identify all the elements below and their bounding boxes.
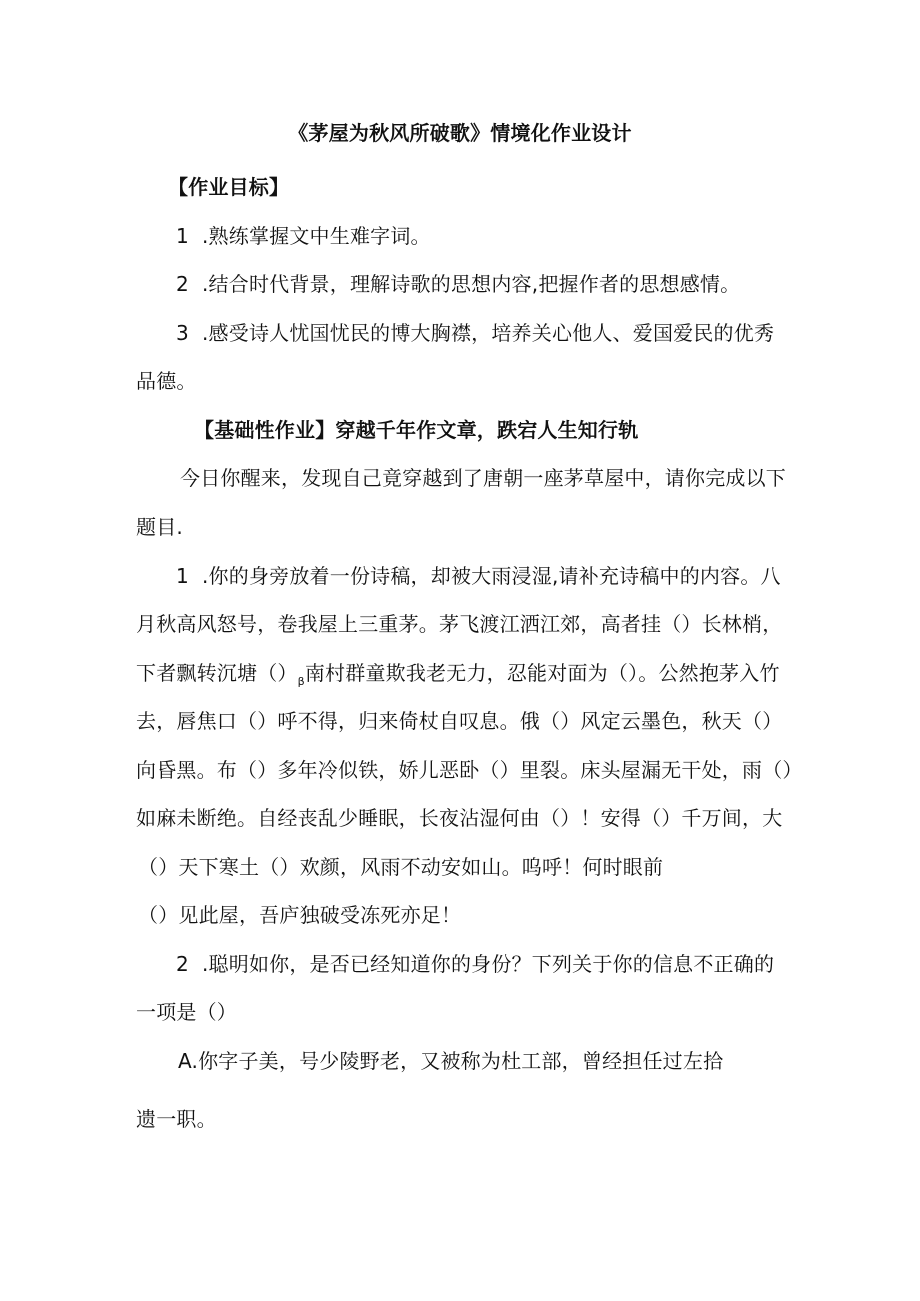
objective-text: .熟练掌握文中生难字词。 bbox=[202, 224, 431, 248]
question-2-line-1 bbox=[176, 949, 836, 979]
objective-number: 1 bbox=[176, 224, 189, 248]
objective-item-1 bbox=[176, 221, 836, 251]
stray-mark: β bbox=[297, 675, 305, 688]
question-1-line-1 bbox=[176, 561, 836, 591]
question-text: .你的身旁放着一份诗稿，却被大雨浸湿,请补充诗稿中的内容。八 bbox=[202, 564, 781, 588]
objective-text: .结合时代背景，理解诗歌的思想内容,把握作者的思想感情。 bbox=[202, 272, 741, 296]
question-number: 2 bbox=[176, 952, 189, 976]
question-2-option-a-line-1: A.你字子美，号少陵野老，又被称为杜工部，曾经担任过左拾 bbox=[178, 1049, 724, 1073]
question-text: 南村群童欺我老无力，忍能对面为（）。公然抱茅入竹 bbox=[304, 661, 780, 685]
objective-item-3 bbox=[176, 318, 836, 348]
question-text: .聪明如你，是否已经知道你的身份？下列关于你的信息不正确的 bbox=[202, 952, 775, 976]
objective-item-2 bbox=[176, 269, 836, 299]
intro-paragraph-line-2: 题目. bbox=[136, 515, 183, 539]
question-2-option-a-line-2: 遗一职。 bbox=[136, 1107, 217, 1131]
question-1-line-8: （）见此屋，吾庐独破受冻死亦足！ bbox=[138, 903, 462, 927]
objective-3-continuation: 品德。 bbox=[136, 369, 197, 393]
intro-paragraph-line-1: 今日你醒来，发现自己竟穿越到了唐朝一座茅草屋中，请你完成以下 bbox=[180, 466, 786, 490]
objectives-heading: 【作业目标】 bbox=[168, 175, 290, 199]
document-title: 《茅屋为秋风所破歌》情境化作业设计 bbox=[288, 121, 632, 145]
objective-text: .感受诗人忧国忧民的博大胸襟，培养关心他人、爱国爱民的优秀 bbox=[202, 321, 775, 345]
question-1-line-2: 月秋高风怒号，卷我屋上三重茅。茅飞渡江洒江郊，高者挂（）长林梢， bbox=[136, 612, 783, 636]
question-1-line-3 bbox=[136, 658, 796, 697]
question-number: 1 bbox=[176, 564, 189, 588]
question-1-line-7: （）天下寒土（）欢颜，风雨不动安如山。呜呼！何时眼前 bbox=[138, 855, 664, 879]
question-2-line-2: 一项是（） bbox=[136, 1000, 237, 1024]
question-1-line-6: 如麻未断绝。自经丧乱少睡眠，长夜沾湿何由（）！安得（）千万间，大 bbox=[136, 806, 783, 830]
question-text: 下者飘转沉塘（） bbox=[136, 661, 298, 685]
objective-number: 3 bbox=[176, 321, 189, 345]
objective-number: 2 bbox=[176, 272, 189, 296]
basic-homework-heading: 【基础性作业】穿越千年作文章，跌宕人生知行轨 bbox=[194, 418, 639, 442]
question-1-line-5: 向昏黑。布（）多年冷似铁，娇儿恶卧（）里裂。床头屋漏无干处，雨（） bbox=[136, 758, 803, 782]
question-1-line-4: 去，唇焦口（）呼不得，归来倚杖自叹息。俄（）风定云墨色，秋天（） bbox=[136, 709, 783, 733]
